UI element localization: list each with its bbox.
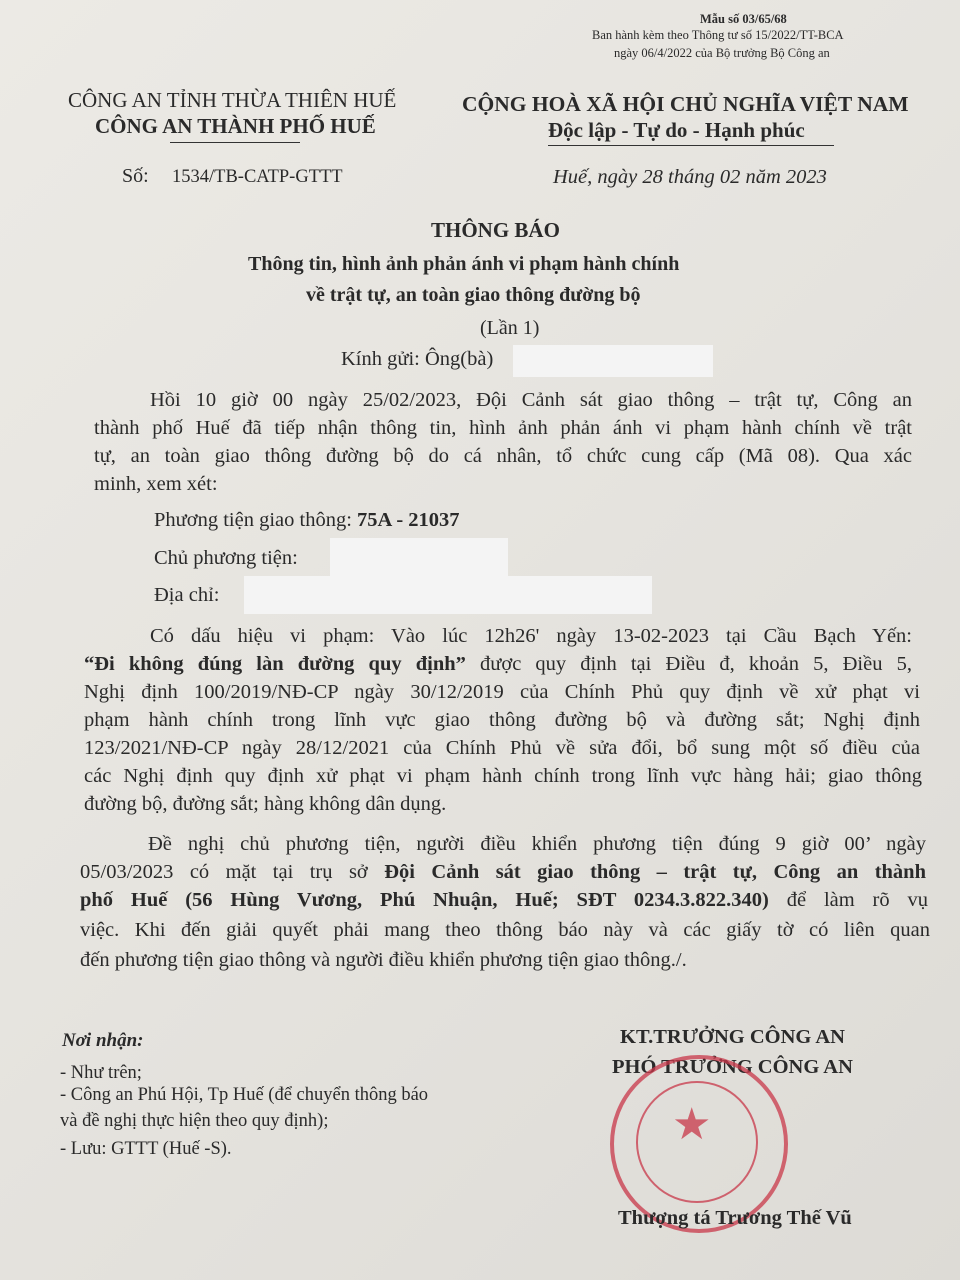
violation-line3: Nghị định 100/2019/NĐ-CP ngày 30/12/2019 của Chính Phủ quy định về xử phạt vi [84,681,920,703]
para1-line4: minh, xem xét: [94,473,218,495]
address-label: Địa chỉ: [154,584,220,606]
star-icon: ★ [672,1100,712,1149]
doc-subtitle-line2: về trật tự, an toàn giao thông đường bộ [306,284,641,306]
form-reference-line2: ngày 06/4/2022 của Bộ trưởng Bộ Công an [614,46,830,60]
para1-line3: tự, an toàn giao thông đường bộ do cá nhân, tổ chức cung cấp (Mã 08). Qua xác [94,445,912,467]
doc-subtitle-line1: Thông tin, hình ảnh phản ánh vi phạm hành chính [248,253,680,275]
violation-line4: phạm hành chính trong lĩnh vực giao thông đường bộ và đường sắt; Nghị định [84,709,920,731]
request-line2 [80,858,926,886]
violation-line1: Có dấu hiệu vi phạm: Vào lúc 12h26' ngày 13-02-2023 tại Cầu Bạch Yến: [150,625,912,647]
agency-name: CÔNG AN THÀNH PHỐ HUẾ [95,114,376,138]
request-date: 05/03/2023 có mặt tại trụ sở [80,861,385,883]
vehicle-plate: 75A - 21037 [357,509,460,531]
request-line4: việc. Khi đến giải quyết phải mang theo thông báo này và các giấy tờ có liên quan [80,919,930,941]
recipient-item1: - Như trên; [60,1063,142,1083]
recipients-heading: Nơi nhận: [62,1030,144,1051]
violation-line7: đường bộ, đường sắt; hàng không dân dụng. [84,793,447,815]
request-line5: đến phương tiện giao thông và người điều khiển phương tiện giao thông./. [80,949,687,971]
doc-title: THÔNG BÁO [431,218,560,242]
request-office: Đội Cảnh sát giao thông – trật tự, Công an thành [384,861,926,883]
request-office-address: phố Huế (56 Hùng Vương, Phú Nhuận, Huế; SĐT 0234.3.822.340) [80,889,769,911]
para1-line2: thành phố Huế đã tiếp nhận thông tin, hình ảnh phản ánh vi phạm hành chính về trật [94,417,912,439]
violation-line2 [84,650,912,678]
recipient-item2b: và đề nghị thực hiện theo quy định); [60,1111,329,1131]
request-line3 [80,886,928,914]
agency-parent: CÔNG AN TỈNH THỪA THIÊN HUẾ [68,88,397,112]
violation-legal-ref: được quy định tại Điều đ, khoản 5, Điều 5, [465,653,912,675]
form-reference-line1: Ban hành kèm theo Thông tư số 15/2022/TT-BCA [592,28,844,42]
violation-line5: 123/2021/NĐ-CP ngày 28/12/2021 của Chính Phủ về sửa đổi, bổ sung một số điều của [84,737,920,759]
violation-type: “Đi không đúng làn đường quy định” [84,653,466,675]
agency-underline [170,142,300,143]
doc-number-label: Số: [122,165,149,187]
signature-line2: PHÓ TRƯỞNG CÔNG AN [612,1056,853,1078]
para1-line1: Hồi 10 giờ 00 ngày 25/02/2023, Đội Cảnh sát giao thông – trật tự, Công an [150,389,912,411]
owner-label: Chủ phương tiện: [154,547,298,569]
nation-name: CỘNG HOÀ XÃ HỘI CHỦ NGHĨA VIỆT NAM [462,92,909,116]
doc-number-value: 1534/TB-CATP-GTTT [172,167,343,187]
recipient-label: Kính gửi: Ông(bà) [341,348,494,370]
redacted-owner [330,538,508,576]
vehicle-label: Phương tiện giao thông: [154,509,358,531]
redacted-recipient-name [513,345,713,377]
form-number: Mẫu số 03/65/68 [700,12,787,26]
request-purpose: để làm rõ vụ [768,889,928,911]
vehicle-line [154,506,460,534]
redacted-address [244,576,652,614]
violation-line6: các Nghị định quy định xử phạt vi phạm hành chính trong lĩnh vực hàng hải; giao thông [84,765,922,787]
motto-underline [548,145,834,146]
request-line1: Đề nghị chủ phương tiện, người điều khiển phương tiện đúng 9 giờ 00’ ngày [148,833,926,855]
signature-line1: KT.TRƯỞNG CÔNG AN [620,1026,845,1048]
signer-name: Thượng tá Trương Thế Vũ [618,1207,852,1229]
recipient-item2a: - Công an Phú Hội, Tp Huế (để chuyển thông báo [60,1085,429,1105]
place-date: Huế, ngày 28 tháng 02 năm 2023 [553,166,827,188]
recipient-item3: - Lưu: GTTT (Huế -S). [60,1139,232,1159]
nation-motto: Độc lập - Tự do - Hạnh phúc [548,118,805,142]
doc-round: (Lần 1) [480,317,540,339]
